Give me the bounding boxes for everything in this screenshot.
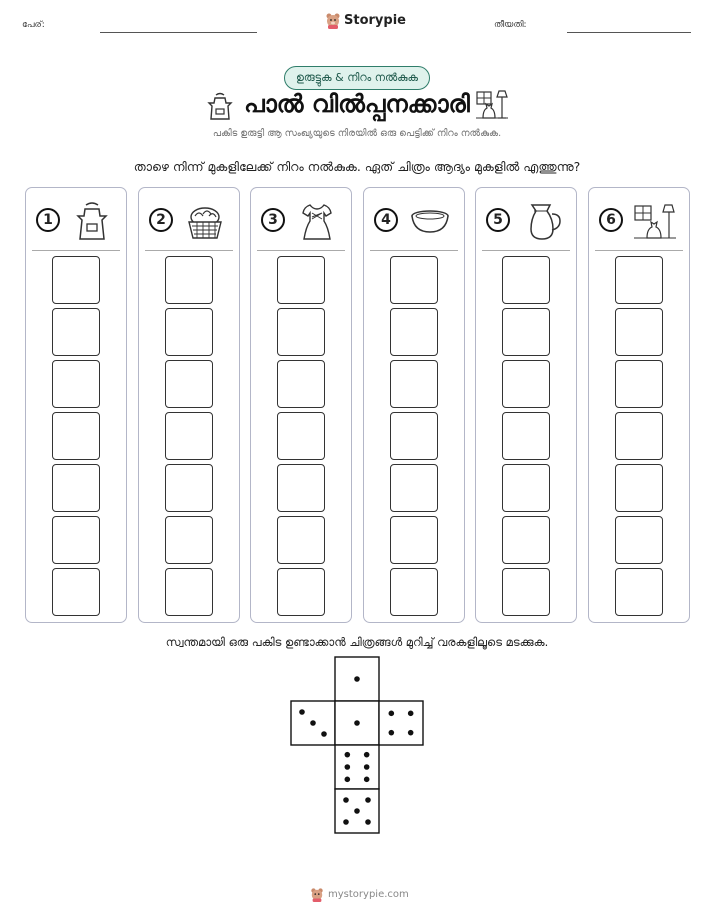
- storypie-bear-icon: [310, 887, 324, 902]
- color-box[interactable]: [390, 308, 438, 356]
- date-label: തീയതി:: [494, 20, 527, 30]
- color-box[interactable]: [390, 568, 438, 616]
- die-pip: [299, 709, 305, 715]
- die-face: [335, 701, 379, 745]
- color-box[interactable]: [615, 412, 663, 460]
- color-box[interactable]: [390, 256, 438, 304]
- color-box[interactable]: [277, 308, 325, 356]
- bread-basket-icon: [183, 202, 227, 242]
- die-face: [291, 701, 335, 745]
- die-pip: [321, 731, 327, 737]
- die-pip: [354, 720, 360, 726]
- color-box[interactable]: [52, 464, 100, 512]
- die-face: [335, 789, 379, 833]
- color-box[interactable]: [390, 516, 438, 564]
- storypie-bear-icon: [325, 12, 341, 29]
- column-6: [588, 187, 690, 623]
- column-number: 1: [36, 208, 60, 232]
- color-box[interactable]: [165, 308, 213, 356]
- die-instruction-text: സ്വന്തമായി ഒരു പകിട ഉണ്ടാക്കാൻ ചിത്രങ്ങൾ മുറിച്ച് വരകളിലൂടെ മടക്കുക.: [165, 635, 549, 649]
- die-pip: [343, 797, 349, 803]
- color-box[interactable]: [615, 308, 663, 356]
- color-box[interactable]: [615, 464, 663, 512]
- page-title: പാൽ വിൽപ്പനക്കാരി: [244, 90, 470, 118]
- column-divider: [370, 250, 458, 251]
- color-box[interactable]: [165, 412, 213, 460]
- die-face: [379, 701, 423, 745]
- die-pip: [345, 777, 351, 783]
- page-subtitle: പകിട ഉരുട്ടി ആ സംഖ്യയുടെ നിരയിൽ ഒരു പെട്ടിക്ക് നിറം നൽകുക.: [212, 128, 502, 139]
- color-box[interactable]: [277, 256, 325, 304]
- color-box[interactable]: [502, 568, 550, 616]
- color-box[interactable]: [165, 516, 213, 564]
- die-pip: [389, 711, 395, 717]
- color-box[interactable]: [52, 516, 100, 564]
- die-pip: [343, 819, 349, 825]
- color-box[interactable]: [390, 464, 438, 512]
- column-divider: [145, 250, 233, 251]
- color-box[interactable]: [165, 568, 213, 616]
- die-pip: [364, 764, 370, 770]
- die-pip: [354, 808, 360, 814]
- die-face: [335, 745, 379, 789]
- color-box[interactable]: [277, 516, 325, 564]
- footer: [310, 887, 409, 902]
- color-box[interactable]: [615, 516, 663, 564]
- color-box[interactable]: [502, 516, 550, 564]
- color-box[interactable]: [615, 568, 663, 616]
- date-line[interactable]: [567, 32, 691, 33]
- color-box[interactable]: [52, 568, 100, 616]
- die-pip: [364, 777, 370, 783]
- die-pip: [310, 720, 316, 726]
- column-1: [25, 187, 127, 623]
- footer-url[interactable]: mystorypie.com: [328, 889, 409, 900]
- color-box[interactable]: [165, 256, 213, 304]
- color-box[interactable]: [277, 360, 325, 408]
- color-box[interactable]: [390, 360, 438, 408]
- column-number: 6: [599, 208, 623, 232]
- column-divider: [482, 250, 570, 251]
- color-box[interactable]: [502, 256, 550, 304]
- color-box[interactable]: [277, 464, 325, 512]
- activity-badge: ഉരുട്ടുക & നിറം നൽകുക: [284, 66, 430, 90]
- column-3: [250, 187, 352, 623]
- color-box[interactable]: [165, 360, 213, 408]
- die-pip: [364, 752, 370, 758]
- color-box[interactable]: [502, 360, 550, 408]
- die-pip: [389, 730, 395, 736]
- bowl-icon: [408, 202, 452, 242]
- die-pip: [408, 730, 414, 736]
- milk-jug-icon: [520, 202, 564, 242]
- column-number: 3: [261, 208, 285, 232]
- cat-lamp-icon: [633, 202, 677, 242]
- column-2: [138, 187, 240, 623]
- column-number: 5: [486, 208, 510, 232]
- cat-lamp-icon: [474, 88, 508, 122]
- column-number: 2: [149, 208, 173, 232]
- die-pip: [354, 676, 360, 682]
- color-box[interactable]: [52, 412, 100, 460]
- brand-name: Storypie: [344, 13, 406, 28]
- die-face: [335, 657, 379, 701]
- column-5: [475, 187, 577, 623]
- color-box[interactable]: [502, 412, 550, 460]
- color-box[interactable]: [52, 360, 100, 408]
- color-box[interactable]: [390, 412, 438, 460]
- instruction-text: താഴെ നിന്ന് മുകളിലേക്ക് നിറം നൽകുക. ഏത് ചിത്രം ആദ്യം മുകളിൽ എത്തുന്നു?: [133, 159, 581, 174]
- die-pip: [345, 764, 351, 770]
- die-pip: [365, 797, 371, 803]
- brand-logo: [325, 12, 406, 29]
- name-label: പേര്:: [22, 20, 45, 30]
- color-box[interactable]: [52, 308, 100, 356]
- die-pip: [365, 819, 371, 825]
- color-box[interactable]: [277, 568, 325, 616]
- die-pip: [408, 711, 414, 717]
- color-box[interactable]: [277, 412, 325, 460]
- dress-icon: [295, 202, 339, 242]
- name-line[interactable]: [100, 32, 257, 33]
- column-number: 4: [374, 208, 398, 232]
- color-box[interactable]: [502, 308, 550, 356]
- color-box[interactable]: [615, 360, 663, 408]
- column-divider: [32, 250, 120, 251]
- column-4: [363, 187, 465, 623]
- column-divider: [257, 250, 345, 251]
- color-box[interactable]: [52, 256, 100, 304]
- color-box[interactable]: [615, 256, 663, 304]
- color-box[interactable]: [165, 464, 213, 512]
- die-pip: [345, 752, 351, 758]
- color-box[interactable]: [502, 464, 550, 512]
- column-divider: [595, 250, 683, 251]
- apron-icon: [70, 202, 114, 242]
